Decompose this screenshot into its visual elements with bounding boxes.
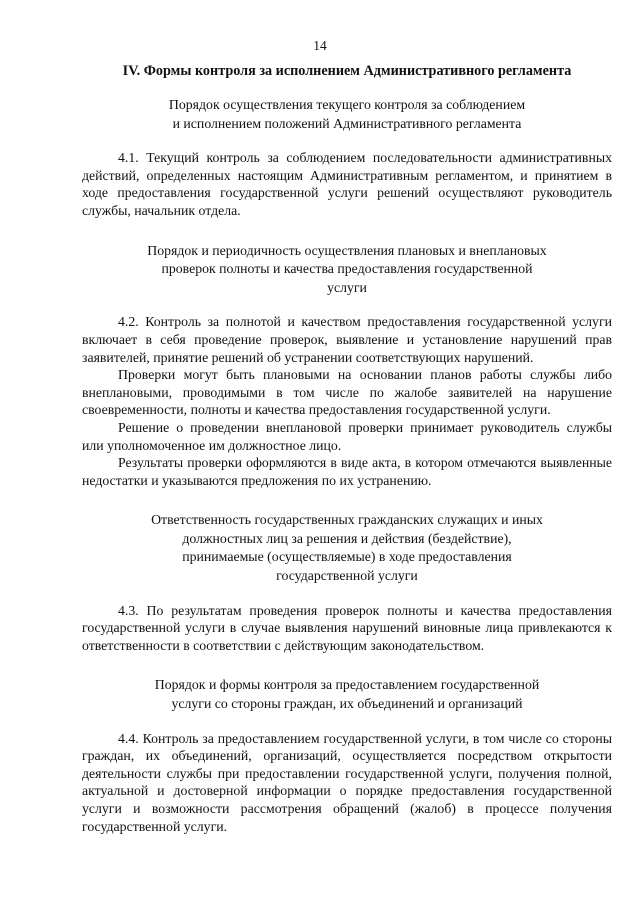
heading-line: и исполнением положений Административного регламента bbox=[172, 115, 522, 131]
page-number: 14 bbox=[313, 38, 327, 53]
paragraph-4-2: 4.2. Контроль за полнотой и качеством предоставления государственной услуги включает в себя проведение проверок, выявление и установление нарушений прав заявителей, принятие решений об устранении соответствующих нарушений. bbox=[82, 314, 612, 365]
heading-line: Порядок осуществления текущего контроля за соблюдением bbox=[168, 97, 526, 112]
section-heading bbox=[82, 511, 612, 585]
heading-line: Ответственность государственных гражданских служащих и иных bbox=[151, 512, 543, 528]
heading-line: услуги со стороны граждан, их объединений и организаций bbox=[171, 696, 523, 712]
section-current-control bbox=[82, 96, 612, 220]
document-body bbox=[82, 62, 612, 857]
heading-line: проверок полноты и качества предоставления государственной bbox=[161, 261, 533, 277]
heading-line: Порядок и формы контроля за предоставлением государственной bbox=[154, 677, 540, 693]
section-heading bbox=[82, 676, 612, 713]
paragraph-unscheduled-decision: Решение о проведении внеплановой проверки принимает руководитель службы или уполномоченное им должностное лицо. bbox=[82, 419, 612, 453]
heading-line: государственной услуги bbox=[276, 568, 418, 584]
heading-line: Порядок и периодичность осуществления плановых и внеплановых bbox=[147, 242, 547, 258]
paragraph-4-4: 4.4. Контроль за предоставлением государственной услуги, в том числе со стороны граждан, их объединений, организаций, осуществляется посредством открытости деятельности службы при предоставлении государственной услуги, получения полной, актуальной и достоверной информации о порядке предоставления государственной услуги и возможности рассмотрения обращений (жалоб) в процессе получения государственной услуги. bbox=[82, 730, 612, 834]
paragraph-inspection-types: Проверки могут быть плановыми на основании планов работы службы либо внеплановыми, проводимыми в том числе по жалобе заявителей на нарушение своевременности, полноты и качества предоставления государственной услуги. bbox=[82, 367, 612, 418]
section-heading bbox=[82, 242, 612, 298]
section-inspections bbox=[82, 242, 612, 490]
section-responsibility bbox=[82, 511, 612, 654]
paragraph-4-1: 4.1. Текущий контроль за соблюдением последовательности административных действий, определенных настоящим Административным регламентом, и принятием в ходе предоставления государственной услуги решений осуществляют руководитель службы, начальник отдела. bbox=[82, 150, 612, 218]
section-heading bbox=[82, 96, 612, 133]
section-public-control bbox=[82, 676, 612, 835]
heading-line: принимаемые (осуществляемые) в ходе предоставления bbox=[182, 549, 512, 565]
heading-line: услуги bbox=[327, 279, 367, 295]
paragraph-4-3: 4.3. По результатам проведения проверок полноты и качества предоставления государственной услуги в случае выявления нарушений виновные лица привлекаются к ответственности в соответствии с действующим законодательством. bbox=[82, 602, 612, 653]
heading-line: должностных лиц за решения и действия (бездействие), bbox=[182, 530, 512, 546]
chapter-title: IV. Формы контроля за исполнением Административного регламента bbox=[122, 63, 572, 79]
paragraph-inspection-results: Результаты проверки оформляются в виде акта, в котором отмечаются выявленные недостатки и указываются предложения по их устранению. bbox=[82, 455, 612, 488]
